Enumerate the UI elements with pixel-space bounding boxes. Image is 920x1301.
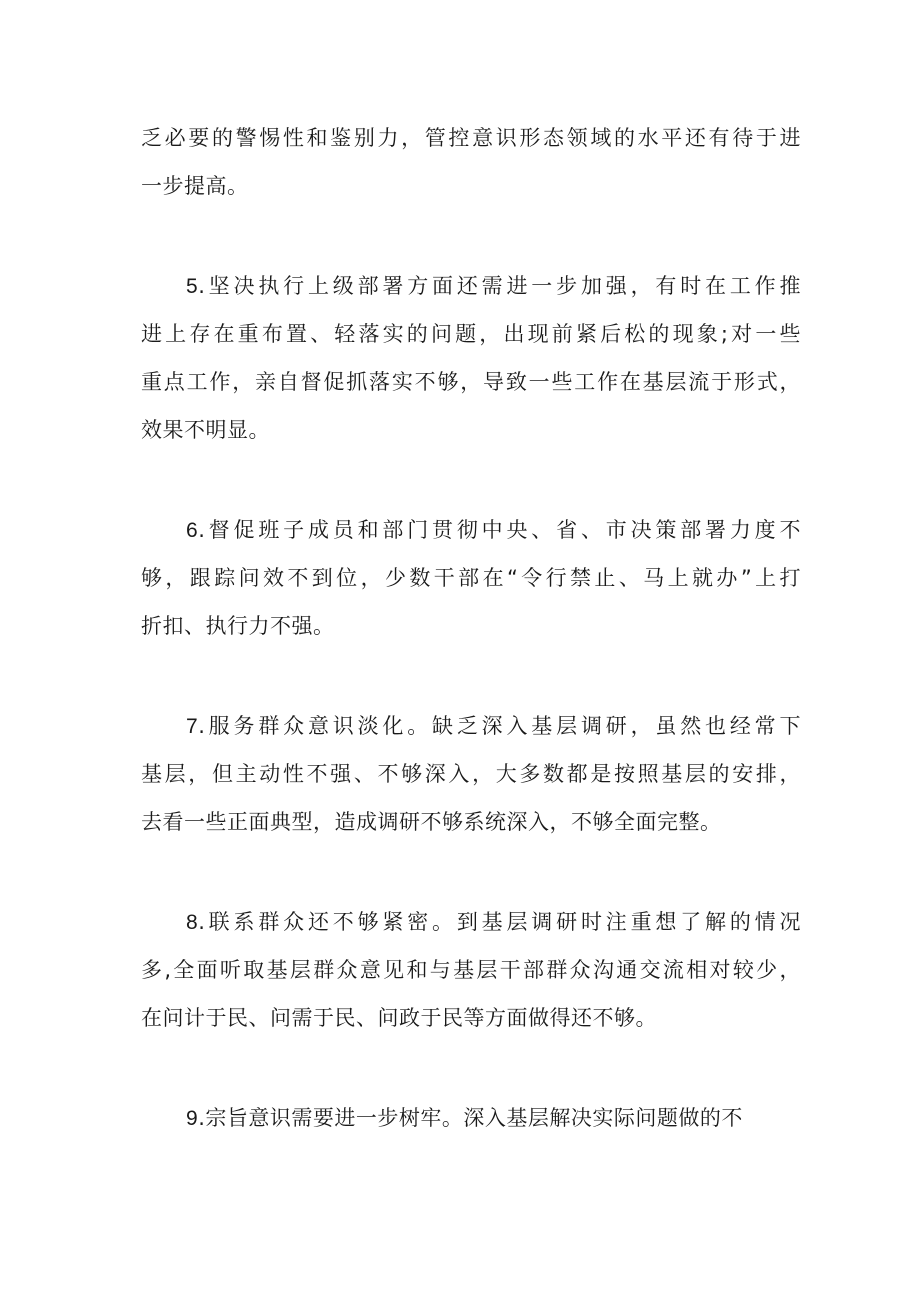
item-number: 7: [186, 715, 199, 738]
paragraph-line: 效果不明显。: [141, 418, 270, 442]
paragraph-first-line: [186, 1103, 801, 1134]
item-number: 8: [186, 911, 199, 934]
paragraph-line: 基层，但主动性不强、不够深入，大多数都是按照基层的安排，: [141, 762, 801, 786]
paragraph-line: 乏必要的警惕性和鉴别力，管控意识形态领域的水平还有待于进: [141, 126, 801, 150]
paragraph-text: .服务群众意识淡化。缺乏深入基层调研，虽然也经常下: [198, 714, 801, 738]
paragraph-line: 进上存在重布置、轻落实的问题，出现前紧后松的现象;对一些: [141, 322, 801, 346]
item-number: 6: [186, 519, 199, 542]
paragraph-first-line: [186, 711, 801, 742]
paragraph-line: 去看一些正面典型，造成调研不够系统深入，不够全面完整。: [141, 810, 722, 834]
paragraph-first-line: [186, 271, 801, 302]
paragraph-line: 重点工作，亲自督促抓落实不够，导致一些工作在基层流于形式，: [141, 370, 801, 394]
paragraph-text: .坚决执行上级部署方面还需进一步加强，有时在工作推: [198, 274, 801, 298]
paragraph-text: .宗旨意识需要进一步树牢。深入基层解决实际问题做的不: [198, 1106, 743, 1130]
item-number: 9: [186, 1107, 199, 1130]
paragraph-text: .督促班子成员和部门贯彻中央、省、市决策部署力度不: [198, 518, 801, 542]
paragraph-line: 折扣、执行力不强。: [141, 614, 335, 638]
paragraph-line: 够，跟踪问效不到位，少数干部在“令行禁止、马上就办”上打: [141, 566, 801, 590]
paragraph-first-line: [186, 515, 801, 546]
item-number: 5: [186, 275, 199, 298]
paragraph-text: .联系群众还不够紧密。到基层调研时注重想了解的情况: [198, 910, 801, 934]
paragraph-first-line: [186, 907, 801, 938]
paragraph-line: 多,全面听取基层群众意见和与基层干部群众沟通交流相对较少，: [141, 958, 801, 982]
paragraph-line: 一步提高。: [141, 174, 249, 198]
paragraph-line: 在问计于民、问需于民、问政于民等方面做得还不够。: [141, 1006, 657, 1030]
